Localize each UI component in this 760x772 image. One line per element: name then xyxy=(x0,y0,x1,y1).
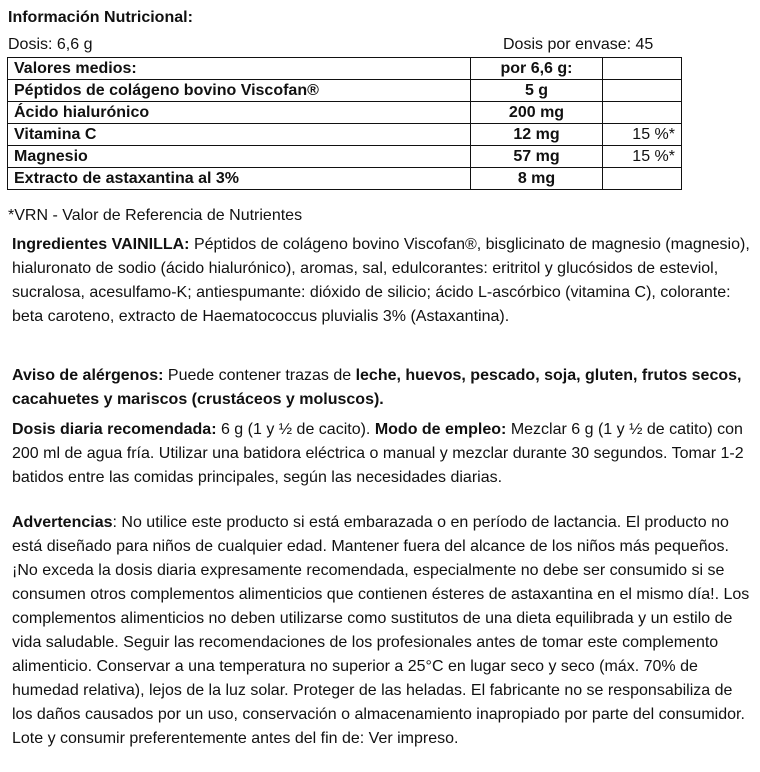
allergens-list: leche, huevos, pescado, soja, gluten, frutos secos, cacahuetes y mariscos (crustáceos y moluscos). xyxy=(12,367,742,408)
dosage-paragraph xyxy=(12,418,752,490)
ingredients-label: Ingredientes VAINILLA: xyxy=(12,236,190,253)
warnings-text: : No utilice este producto si está embarazada o en período de lactancia. El producto no está diseñado para niños de cualquier edad. Mantener fuera del alcance de los niños más pequeños. ¡No exceda la dosis diaria expresamente recomendada, especialmente no debe ser consumido si se consumen otros complementos alimenticios que contienen ésteres de astaxantina en el mismo día!. Los complementos alimenticios no deben utilizarse como sustitutos de una dieta equilibrada y un estilo de vida saludable. Seguir las recomendaciones de los profesionales antes de tomar este complemento alimenticio. Conservar a una temperatura no superior a 25°C en lugar seco y seco (máx. 70% de humedad relativa), lejos de la luz solar. Proteger de las heladas. El fabricante no se responsabiliza de los daños causados por un uso, conservación o almacenamiento inapropiado por parte del consumidor. Lote y consumir preferentemente antes del fin de: Ver impreso. xyxy=(12,514,750,747)
nutrient-name: Vitamina C xyxy=(8,124,471,146)
nutrient-amount: por 6,6 g: xyxy=(471,58,603,80)
ingredients-text: Péptidos de colágeno bovino Viscofan®, bisglicinato de magnesio (magnesio), hialuronato de sodio (ácido hialurónico), aromas, sal, edulcorantes: eritritol y glucósidos de esteviol, sucralosa, acesulfamo-K; antiespumante: dióxido de silicio; ácido L-ascórbico (vitamina C), colorante: beta caroteno, extracto de Haematococcus pluvialis 3% (Astaxantina). xyxy=(12,236,750,325)
nutrient-name: Ácido hialurónico xyxy=(8,102,471,124)
ingredients-paragraph xyxy=(12,233,752,329)
usage-mode-label: Modo de empleo: xyxy=(374,421,507,438)
usage-mode-text: Mezclar 6 g (1 y ½ de catito) con 200 ml de agua fría. Utilizar una batidora eléctrica o manual y mezclar durante 30 segundos. Tomar 1-2 batidos entre las comidas principales, según las necesidades diarias. xyxy=(12,421,744,486)
servings-label: Dosis por envase: 45 xyxy=(503,36,654,53)
nutrient-amount: 200 mg xyxy=(471,102,603,124)
nutrient-vrn xyxy=(603,168,682,190)
dose-line xyxy=(8,35,670,55)
allergens-paragraph xyxy=(12,364,752,412)
nutrient-name: Extracto de astaxantina al 3% xyxy=(8,168,471,190)
nutrient-vrn: 15 %* xyxy=(603,124,682,146)
table-row xyxy=(8,168,682,190)
allergens-text: Puede contener trazas de xyxy=(163,367,356,384)
warnings-label: Advertencias xyxy=(12,514,113,531)
nutrient-name: Péptidos de colágeno bovino Viscofan® xyxy=(8,80,471,102)
table-row xyxy=(8,124,682,146)
nutrient-name: Valores medios: xyxy=(8,58,471,80)
nutrient-vrn xyxy=(603,80,682,102)
allergens-label: Aviso de alérgenos: xyxy=(12,367,164,384)
nutrient-vrn: 15 %* xyxy=(603,146,682,168)
nutrient-amount: 8 mg xyxy=(471,168,603,190)
dose-label: Dosis: 6,6 g xyxy=(8,36,93,53)
nutrient-amount: 57 mg xyxy=(471,146,603,168)
warnings-paragraph xyxy=(12,511,752,751)
nutrition-title: Información Nutricional: xyxy=(8,9,193,26)
dosage-text: 6 g (1 y ½ de cacito). xyxy=(216,421,375,438)
table-row xyxy=(8,58,682,80)
vrn-note: *VRN - Valor de Referencia de Nutrientes xyxy=(8,207,303,224)
nutrient-vrn xyxy=(603,58,682,80)
table-row xyxy=(8,146,682,168)
table-row xyxy=(8,102,682,124)
nutrient-vrn xyxy=(603,102,682,124)
dosage-label: Dosis diaria recomendada: xyxy=(12,421,217,438)
nutrient-amount: 12 mg xyxy=(471,124,603,146)
table-row xyxy=(8,80,682,102)
nutrition-table xyxy=(7,57,682,190)
nutrient-amount: 5 g xyxy=(471,80,603,102)
nutrient-name: Magnesio xyxy=(8,146,471,168)
